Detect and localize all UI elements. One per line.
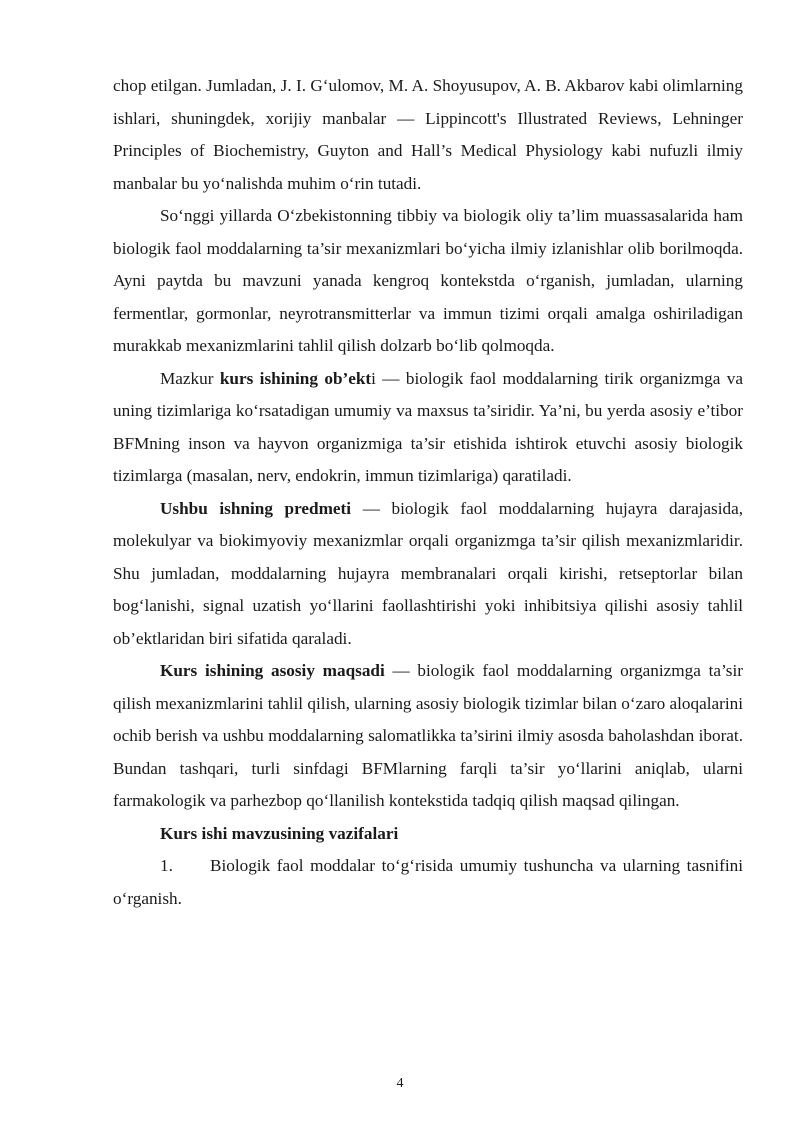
paragraph-subject — [113, 493, 743, 656]
object-bold-label: kurs ishining ob’ekt — [219, 368, 372, 388]
page-number: 4 — [396, 1076, 404, 1091]
paragraph-continued: chop etilgan. Jumladan, J. I. G‘ulomov, M. A. Shoyusupov, A. B. Akbarov kabi olimlarning ishlari, shuningdek, xorijiy manbalar — Lippincott's Illustrated Reviews, Lehninger Principles of Biochemistry, Guyton and Hall’s Medical Physiology kabi nufuzli ilmiy manbalar bu yo‘nalishda muhim o‘rin tutadi. — [113, 76, 743, 193]
goal-body-text: — biologik faol moddalarning organizmga ta’sir qilish mexanizmlarini tahlil qilish, ularning asosiy biologik tizimlar bilan o‘zaro aloqalarini ochib berish va ushbu moddalarning salomatlikka ta’sirini ilmiy asosda baholashdan iborat. Bundan tashqari, turli sinfdagi BFMlarning farqli ta’sir yo‘llarini aniqlab, ularni farmakologik va parhezbop qo‘llanilish kontekstida tadqiq qilish maqsad qilingan. — [113, 661, 743, 810]
subject-bold-label: Ushbu ishning predmeti — [160, 498, 352, 518]
object-lead-text: Mazkur — [160, 368, 220, 388]
goal-bold-label: Kurs ishining asosiy maqsadi — [160, 661, 385, 680]
subject-body-text: — biologik faol moddalarning hujayra darajasida, molekulyar va biokimyoviy mexanizmlar orqali organizmga ta’sir qilish mexanizmlaridir. Shu jumladan, moddalarning hujayra membranalari orqali kirishi, retseptorlar bilan bog‘lanishi, signal uzatish yo‘llarini faollashtirishi yoki inhibitsiya qilishi asosiy tahlil ob’ektlaridan biri sifatida qaraladi. — [113, 498, 744, 648]
list-item-number: 1. — [160, 856, 173, 875]
section-heading-tasks: Kurs ishi mavzusining vazifalari — [160, 823, 399, 843]
paragraph-object — [113, 363, 743, 493]
list-item — [113, 850, 743, 915]
object-body-text: i — biologik faol moddalarning tirik organizmga va uning tizimlariga ko‘rsatadigan umumiy va maxsus ta’siridir. Ya’ni, bu yerda asosiy e’tibor BFMning inson va hayvon organizmiga ta’sir etishida ishtirok etuvchi asosiy biologik tizimlarga (masalan, nerv, endokrin, immun tizimlariga) qaratiladi. — [113, 368, 743, 485]
page-body — [113, 70, 743, 915]
list-item-text: Biologik faol moddalar to‘g‘risida umumiy tushuncha va ularning tasnifini o‘rganish. — [113, 856, 743, 908]
paragraph-relevance: So‘nggi yillarda O‘zbekistonning tibbiy va biologik oliy ta’lim muassasalarida ham biologik faol moddalarning ta’sir mexanizmlari bo‘yicha ilmiy izlanishlar olib borilmoqda. Ayni paytda bu mavzuni yanada kengroq kontekstda o‘rganish, jumladan, ularning fermentlar, gormonlar, neyrotransmitterlar va immun tizimi orqali amalga oshiriladigan murakkab mexanizmlarini tahlil qilish dolzarb bo‘lib qolmoqda. — [113, 206, 743, 355]
paragraph-goal — [113, 655, 743, 818]
